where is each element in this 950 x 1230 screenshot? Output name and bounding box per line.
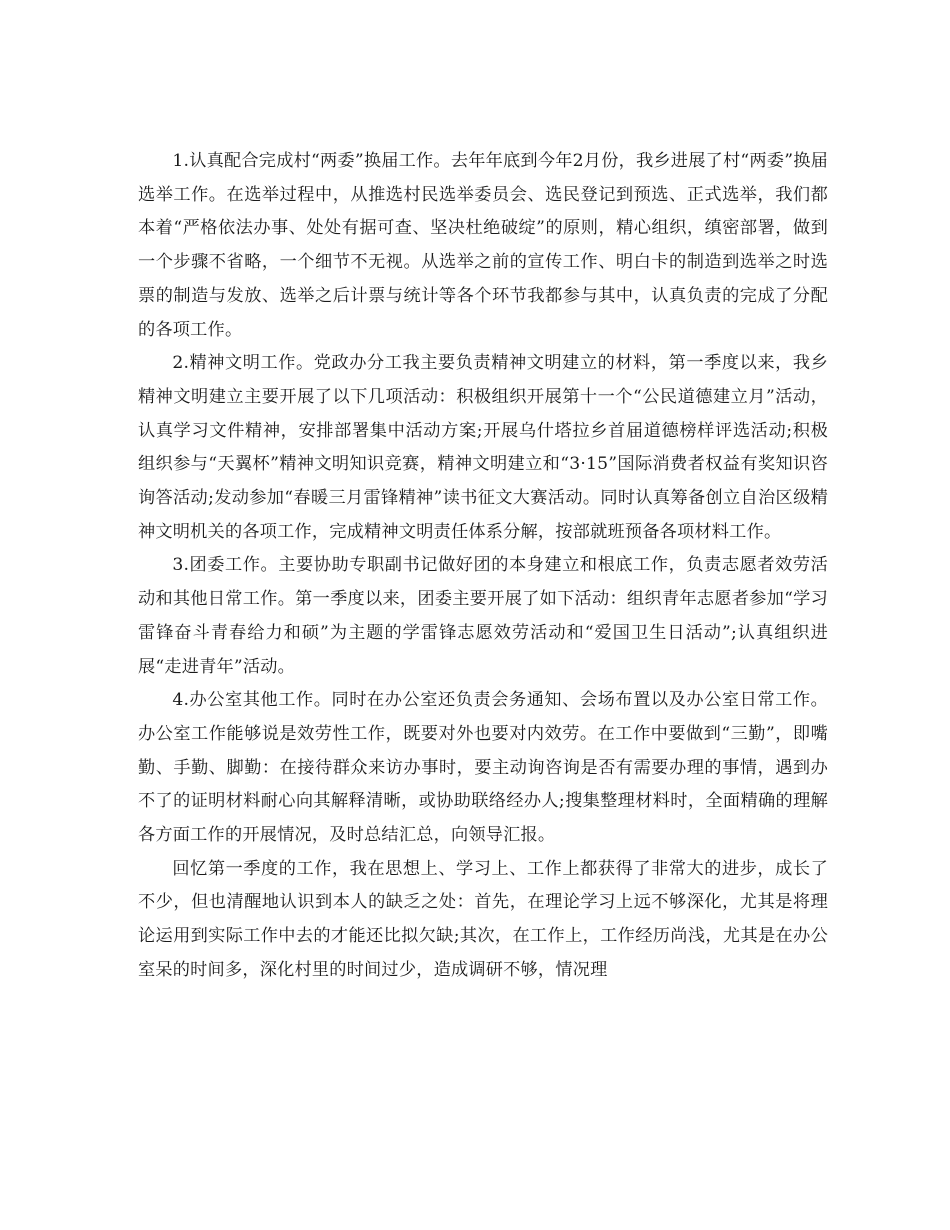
paragraph-civilization-work: 2.精神文明工作。党政办分工我主要负责精神文明建立的材料，第一季度以来，我乡精神文明建立主要开展了以下几项活动：积极组织开展第十一个“公民道德建立月”活动，认真学习文件精神，安排部署集中活动方案;开展乌什塔拉乡首届道德榜样评选活动;积极组织参与“天翼杯”精神文明知识竞赛，精神文明建立和“3·15”国际消费者权益有奖知识咨询答活动;发动参加“春暖三月雷锋精神”读书征文大赛活动。同时认真筹备创立自治区级精神文明机关的各项工作，完成精神文明责任体系分解，按部就班预备各项材料工作。 [138, 353, 828, 542]
paragraph-office-work: 4.办公室其他工作。同时在办公室还负责会务通知、会场布置以及办公室日常工作。办公室工作能够说是效劳性工作，既要对外也要对内效劳。在工作中要做到“三勤”，即嘴勤、手勤、脚勤：在接待群众来访办事时，要主动询咨询是否有需要办理的事情，遇到办不了的证明材料耐心向其解释清晰，或协助联络经办人;搜集整理材料时，全面精确的理解各方面工作的开展情况，及时总结汇总，向领导汇报。 [138, 690, 828, 846]
paragraph-election-work: 1.认真配合完成村“两委”换届工作。去年年底到今年2月份，我乡进展了村“两委”换届选举工作。在选举过程中，从推选村民选举委员会、选民登记到预选、正式选举，我们都本着“严格依法办事、处处有据可查、坚决杜绝破绽”的原则，精心组织，缜密部署，做到一个步骤不省略，一个细节不无视。从选举之前的宣传工作、明白卡的制造到选举之时选票的制造与发放、选举之后计票与统计等各个环节我都参与其中，认真负责的完成了分配的各项工作。 [138, 151, 828, 340]
paragraph-review: 回忆第一季度的工作，我在思想上、学习上、工作上都获得了非常大的进步，成长了不少，但也清醒地认识到本人的缺乏之处：首先，在理论学习上远不够深化，尤其是将理论运用到实际工作中去的才能还比拟欠缺;其次，在工作上，工作经历尚浅，尤其是在办公室呆的时间多，深化村里的时间过少，造成调研不够，情况理 [138, 858, 828, 980]
document-body [138, 145, 828, 988]
paragraph-youth-league-work: 3.团委工作。主要协助专职副书记做好团的本身建立和根底工作，负责志愿者效劳活动和其他日常工作。第一季度以来，团委主要开展了如下活动：组织青年志愿者参加“学习雷锋奋斗青春给力和硕”为主题的学雷锋志愿效劳活动和“爱国卫生日活动”;认真组织进展“走进青年”活动。 [138, 555, 828, 677]
